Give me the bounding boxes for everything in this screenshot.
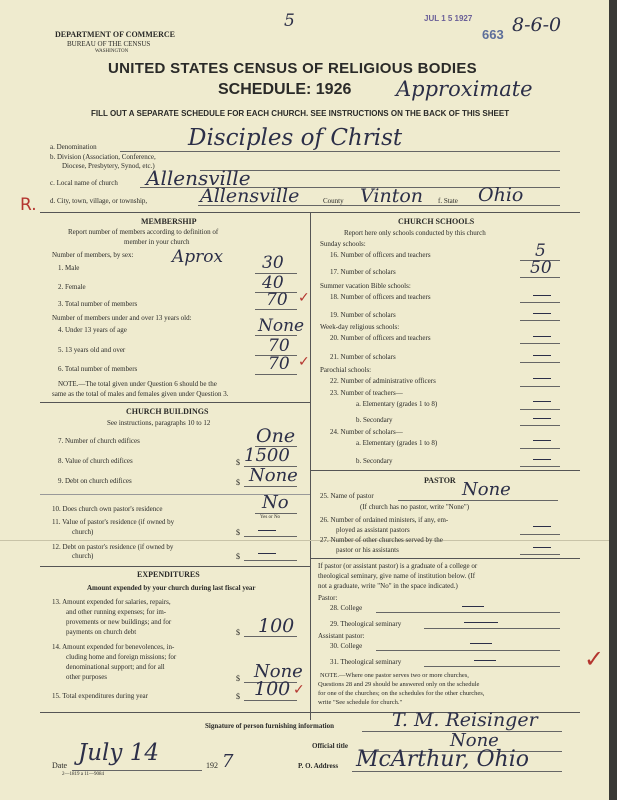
city-label: d. City, town, village, or township, [50,197,148,205]
q23-label: 23. Number of teachers— [330,389,403,397]
handwritten-approximate: Approximate [396,77,533,101]
membership-note-2: same as the total of males and females given under Question 3. [52,390,229,398]
q13-value: 100 [258,615,295,637]
q26-dash [533,526,551,527]
pastor-label: Pastor: [318,594,338,602]
q27-label-2: pastor or his assistants [336,546,399,554]
schedule-title: SCHEDULE: 1926 [218,81,352,98]
date-year-digit: 7 [222,751,234,772]
q15-value: 100 [254,678,291,700]
q19-label: 19. Number of scholars [330,311,396,319]
q7-value: One [256,425,296,447]
denomination-line [120,151,560,152]
q21-label: 21. Number of scholars [330,353,396,361]
buildings-intro: See instructions, paragraphs 10 to 12 [107,419,211,427]
pastor-rule [310,558,580,559]
q26-label-2: ployed as assistant pastors [336,526,410,534]
q28-line [376,612,560,613]
division-label-1: b. Division (Association, Conference, [50,153,156,161]
q20-line [520,343,560,344]
q24b-dash [533,459,551,460]
q9-label: 9. Debt on church edifices [58,477,132,485]
q23a-label: a. Elementary (grades 1 to 8) [356,400,438,408]
q23a-line [520,409,560,410]
q24a-label: a. Elementary (grades 1 to 8) [356,439,438,447]
yes-no-hint: Yes or No [260,515,281,520]
red-check-mark-3: ✓ [293,682,305,698]
q6-value: 70 [268,354,290,374]
q30-dash [470,643,492,644]
q13-label-2: and other running expenses; for im- [66,608,167,616]
file-number-stamp: 663 [482,27,504,42]
center-divider [310,212,311,720]
date-year-prefix: 192 [206,761,218,770]
q31-dash [474,660,496,661]
division-label-2: Diocese, Presbytery, Synod, etc.) [62,162,155,170]
red-check-mark-2: ✓ [298,354,310,370]
q14-label-4: other purposes [66,673,108,681]
denomination-label: a. Denomination [50,143,97,151]
q16-label: 16. Number of officers and teachers [330,251,431,259]
city-value: Allensville [200,185,300,207]
q21-line [520,362,560,363]
q16-value: 5 [535,241,546,261]
membership-rule [40,402,310,403]
dollar-sign-14: $ [236,674,240,683]
membership-heading: MEMBERSHIP [141,217,197,226]
q31-label: 31. Theological seminary [330,658,402,666]
q23a-dash [533,401,551,402]
q27-label-1: 27. Number of other churches served by the [320,536,443,544]
membership-intro-2: member in your church [124,238,190,246]
q24b-line [520,466,560,467]
q24-label: 24. Number of scholars— [330,428,403,436]
department-line: DEPARTMENT OF COMMERCE [55,30,176,39]
q1-male-label: 1. Male [58,264,80,272]
q25-line [398,500,558,501]
schools-rule [310,470,580,471]
q1-male-value: 30 [262,253,284,273]
signature-label: Signature of person furnishing information [205,722,334,730]
dollar-sign-15: $ [236,692,240,701]
q24a-line [520,448,560,449]
q3-total-label: 3. Total number of members [58,300,138,308]
q14-value: None [254,661,303,682]
signature-value: T. M. Reisinger [392,709,538,731]
pastor-note-2: Questions 28 and 29 should be answered only on the schedule [318,681,480,688]
po-address-value: McArthur, Ohio [356,747,530,772]
q27-line [520,554,560,555]
paper-fold [0,540,617,541]
q12-line [244,560,297,561]
dollar-sign-8: $ [236,458,240,467]
q10-value: No [262,492,289,513]
q18-dash [533,295,551,296]
age-intro-label: Number of members under and over 13 years old: [52,314,192,322]
q4-value: None [258,316,305,336]
q24a-dash [533,440,551,441]
q11-label-1: 11. Value of pastor's residence (if owned by [52,518,175,526]
membership-intro-1: Report number of members according to definition of [68,228,219,236]
county-value: Vinton [360,185,424,207]
q31-line [424,666,560,667]
buildings-heading: CHURCH BUILDINGS [126,407,209,416]
q8-label: 8. Value of church edifices [58,457,133,465]
q30-label: 30. College [330,642,363,650]
date-line [72,770,202,771]
q29-label: 29. Theological seminary [330,620,402,628]
q23b-line [520,425,560,426]
q11-dash [258,530,276,531]
buildings-rule [40,566,310,567]
q6-line [255,374,297,375]
q13-label-4: payments on church debt [66,628,137,636]
parochial-label: Parochial schools: [320,366,372,374]
q20-label: 20. Number of officers and teachers [330,334,431,342]
q8-value: 1500 [244,445,290,466]
schools-intro: Report here only schools conducted by this church [344,229,486,237]
red-r-mark: R. [20,195,37,215]
graduate-note-2: theological seminary, give name of institution below. (If [318,572,476,580]
q14-label-2: cluding home and foreign missions; for [66,653,177,661]
q19-line [520,320,560,321]
q4-label: 4. Under 13 years of age [58,326,127,334]
division-line [200,170,560,171]
dollar-sign-11: $ [236,528,240,537]
form-subtitle: FILL OUT A SEPARATE SCHEDULE FOR EACH CHURCH. SEE INSTRUCTIONS ON THE BACK OF THIS SHEET [91,109,510,118]
po-address-label: P. O. Address [298,762,339,770]
local-name-label: c. Local name of church [50,179,118,187]
q10-label: 10. Does church own pastor's residence [52,505,163,513]
q29-line [424,628,560,629]
by-sex-approx: Aprox [172,247,224,267]
q21-dash [533,355,551,356]
red-margin-check: ✓ [584,645,605,673]
county-label: County [323,197,344,205]
membership-note-1: NOTE.—The total given under Question 6 should be the [58,380,217,388]
q9-value: None [249,465,298,486]
q17-value: 50 [530,258,552,278]
q25-label: 25. Name of pastor [320,492,374,500]
local-name-value: Allensville [146,166,251,190]
denomination-value: Disciples of Christ [188,125,403,151]
q3-total-value: 70 [266,290,288,310]
dollar-sign-13: $ [236,628,240,637]
q11-line [244,536,297,537]
q15-line [244,700,297,701]
pastor-note-3: for one of the churches; on the schedules for the other churches, [318,690,485,697]
q26-label-1: 26. Number of ordained ministers, if any, em- [320,516,449,524]
state-value: Ohio [478,184,524,206]
photo-edge [609,0,617,800]
q14-label-1: 14. Amount expended for benevolences, in- [52,643,175,651]
q22-label: 22. Number of administrative officers [330,377,436,385]
q12-dash [258,553,276,554]
pastor-note-4: write "See schedule for church." [318,699,403,706]
summer-label: Summer vacation Bible schools: [320,282,411,290]
q19-dash [533,313,551,314]
q15-label: 15. Total expenditures during year [52,692,148,700]
q2-female-value: 40 [262,273,284,293]
red-check-mark: ✓ [298,290,310,306]
weekday-label: Week-day religious schools: [320,323,400,331]
q28-label: 28. College [330,604,363,612]
q11-label-2: church) [72,528,94,536]
q20-dash [533,336,551,337]
dollar-sign-12: $ [236,552,240,561]
q10-line [255,513,297,514]
q18-line [520,302,560,303]
q25-value: None [462,479,511,500]
form-number: 2—1819 a 11—9084 [62,772,105,777]
form-title: UNITED STATES CENSUS OF RELIGIOUS BODIES [108,60,477,77]
received-date-stamp: JUL 1 5 1927 [424,14,473,23]
expenditures-heading: EXPENDITURES [137,570,200,579]
state-label: f. State [438,197,458,205]
date-label: Date [52,761,68,770]
official-title-value: None [450,730,499,751]
q13-label-3: provements or new buildings; and for [66,618,172,626]
q2-female-label: 2. Female [58,283,86,291]
by-sex-label: Number of members, by sex: [52,251,134,259]
q29-dash [464,622,498,623]
q12-label-1: 12. Debt on pastor's residence (if owned by [52,543,174,551]
q17-label: 17. Number of scholars [330,268,396,276]
q13-label-1: 13. Amount expended for salaries, repairs, [52,598,171,606]
q25-hint: (If church has no pastor, write "None") [360,503,470,511]
date-value: July 14 [78,740,159,766]
q9-line [244,486,297,487]
expenditures-intro: Amount expended by your church during last fiscal year [87,584,256,592]
handwritten-top-number: 5 [284,11,295,31]
q22-line [520,386,560,387]
q23b-label: b. Secondary [356,416,393,424]
q12-label-2: church) [72,552,94,560]
q6-label: 6. Total number of members [58,365,138,373]
q5-label: 5. 13 years old and over [58,346,126,354]
q28-dash [462,606,484,607]
q26-line [520,534,560,535]
q18-label: 18. Number of officers and teachers [330,293,431,301]
q23b-dash [533,418,551,419]
q22-dash [533,378,551,379]
q14-label-3: denominational support; and for all [66,663,165,671]
sunday-label: Sunday schools: [320,240,366,248]
schools-heading: CHURCH SCHOOLS [398,217,475,226]
official-title-label: Official title [312,742,348,750]
washington-line: WASHINGTON [95,49,129,54]
q27-dash [533,547,551,548]
pastor-note-1: NOTE.—Where one pastor serves two or more churches, [320,672,469,679]
q30-line [376,650,560,651]
assistant-pastor-label: Assistant pastor: [318,632,365,640]
q7-label: 7. Number of church edifices [58,437,140,445]
bureau-line: BUREAU OF THE CENSUS [67,40,151,48]
q24b-label: b. Secondary [356,457,393,465]
graduate-note-1: If pastor (or assistant pastor) is a graduate of a college or [318,562,478,570]
q5-value: 70 [268,336,290,356]
dollar-sign-9: $ [236,478,240,487]
graduate-note-3: not a graduate, write "No" in the space indicated.) [318,582,458,590]
handwritten-corner-code: 8-6-0 [512,14,562,36]
pastor-heading: PASTOR [424,476,456,485]
